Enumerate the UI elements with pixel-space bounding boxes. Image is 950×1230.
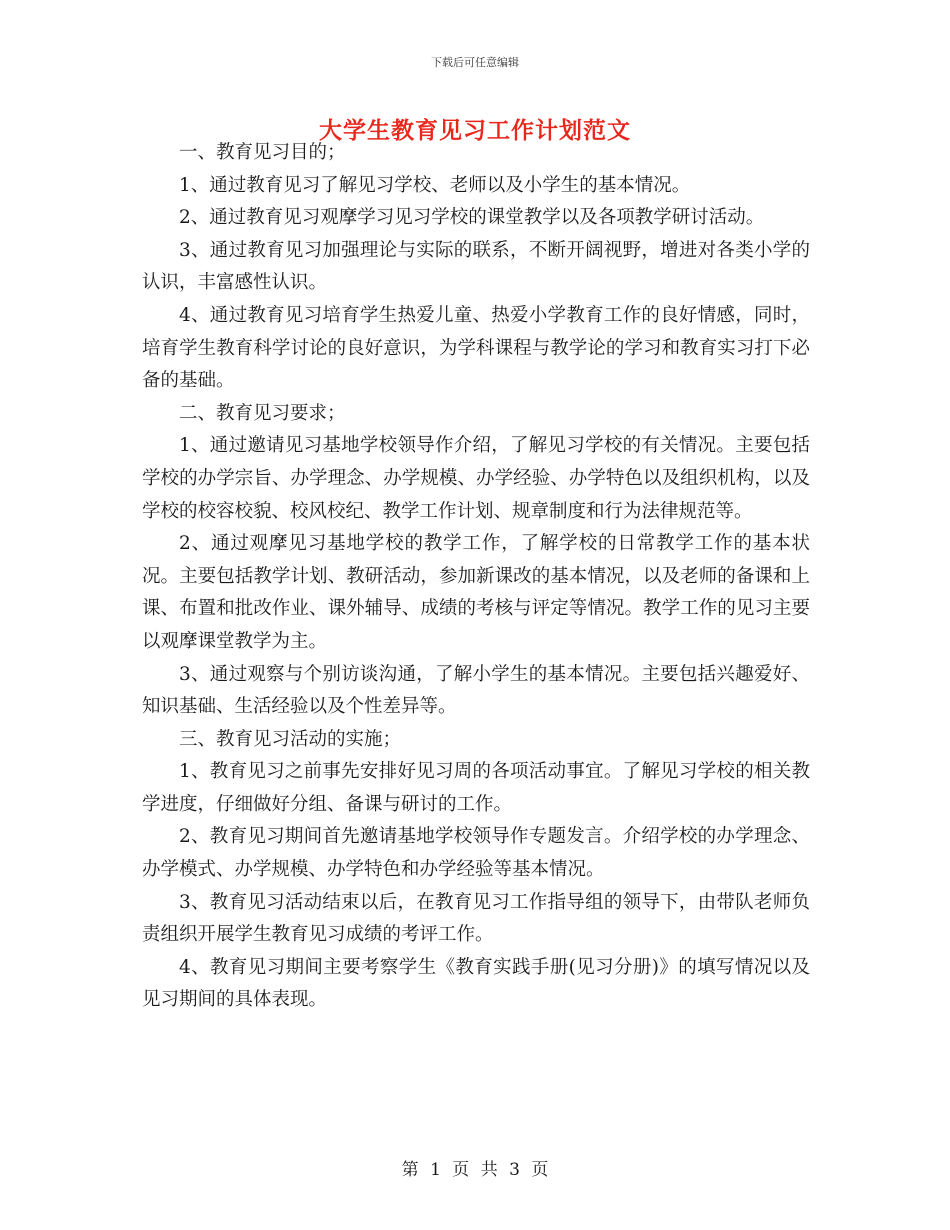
section-heading-implementation: 三、教育见习活动的实施； (179, 728, 402, 750)
paragraph: 2、通过观摩见习基地学校的教学工作，了解学校的日常教学工作的基本状况。主要包括教学计划、教研活动，参加新课改的基本情况，以及老师的备课和上课、布置和批改作业、课外辅导、成绩的考核与评定等情况。教学工作的见习主要以观摩课堂教学为主。 (142, 533, 810, 652)
section-heading-requirements: 二、教育见习要求； (179, 402, 346, 424)
paragraph: 2、通过教育见习观摩学习见习学校的课堂教学以及各项教学研讨活动。 (179, 207, 765, 229)
paragraph: 3、通过教育见习加强理论与实际的联系，不断开阔视野，增进对各类小学的认识，丰富感性认识。 (142, 239, 810, 294)
paragraph: 4、通过教育见习培育学生热爱儿童、热爱小学教育工作的良好情感，同时，培育学生教育科学讨论的良好意识，为学科课程与教学论的学习和教育实习打下必备的基础。 (142, 304, 810, 392)
paragraph: 3、通过观察与个别访谈沟通，了解小学生的基本情况。主要包括兴趣爱好、知识基础、生活经验以及个性差异等。 (142, 663, 810, 718)
paragraph: 4、教育见习期间主要考察学生《教育实践手册(见习分册)》的填写情况以及见习期间的具体表现。 (142, 956, 810, 1011)
paragraph: 3、教育见习活动结束以后，在教育见习工作指导组的领导下，由带队老师负责组织开展学生教育见习成绩的考评工作。 (142, 891, 810, 946)
paragraph: 1、教育见习之前事先安排好见习周的各项活动事宜。了解见习学校的相关教学进度，仔细做好分组、备课与研讨的工作。 (142, 761, 810, 815)
page-number-footer: 第 1 页 共 3 页 (401, 1160, 549, 1180)
paragraph: 1、通过教育见习了解见习学校、老师以及小学生的基本情况。 (179, 174, 691, 196)
header-note: 下载后可任意编辑 (431, 56, 519, 69)
document-title: 大学生教育见习工作计划范文 (319, 117, 631, 144)
document-body (142, 137, 810, 1017)
paragraph: 1、通过邀请见习基地学校领导作介绍，了解见习学校的有关情况。主要包括学校的办学宗旨、办学理念、办学规模、办学经验、办学特色以及组织机构，以及学校的校容校貌、校风校纪、教学工作计划、规章制度和行为法律规范等。 (142, 435, 810, 522)
section-heading-purpose: 一、教育见习目的； (179, 142, 346, 163)
paragraph: 2、教育见习期间首先邀请基地学校领导作专题发言。介绍学校的办学理念、办学模式、办学规模、办学特色和办学经验等基本情况。 (142, 826, 810, 881)
